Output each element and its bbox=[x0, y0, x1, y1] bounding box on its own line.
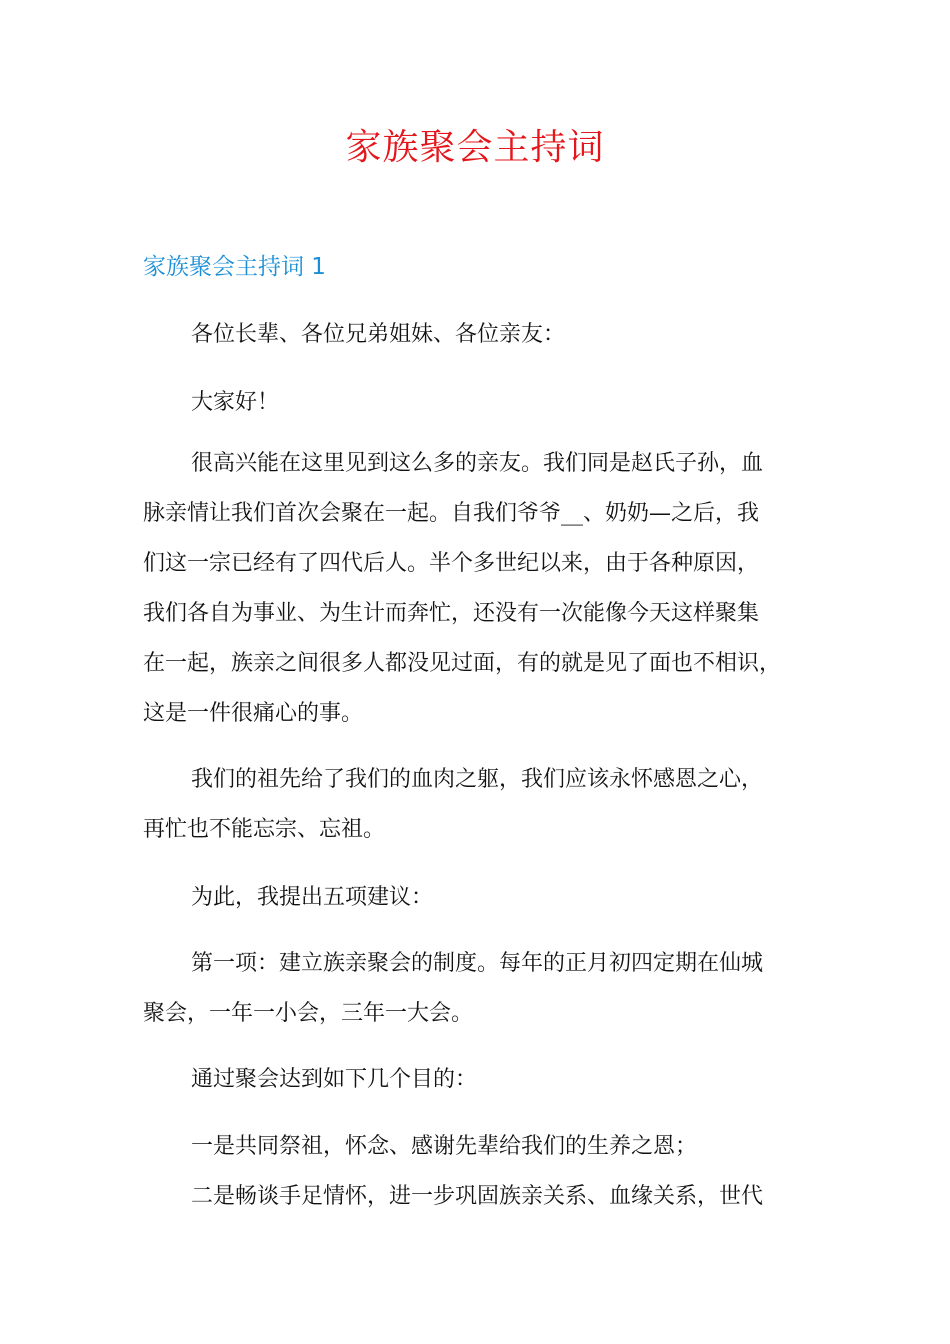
paragraph-purposes: 通过聚会达到如下几个目的： bbox=[191, 1067, 478, 1092]
paragraph-intro: 很高兴能在这里见到这么多的亲友。我们同是赵氏子孙，血 脉亲情让我们首次会聚在一起。自我们爷爷__、奶奶—之后，我 们这一宗已经有了四代后人。半个多世纪以来，由于各种原因， 我们各自为事业、为生计而奔忙，还没有一次能像今天这样聚集 在一起，族亲之间很多人都没见过面，有的就是见了面也不相识， 这是一件很痛心的事。 bbox=[143, 451, 782, 726]
paragraph-greeting: 各位长辈、各位兄弟姐妹、各位亲友： bbox=[191, 322, 566, 347]
paragraph-proposals: 为此，我提出五项建议： bbox=[191, 885, 434, 910]
section-heading: 家族聚会主持词 1 bbox=[143, 254, 326, 280]
paragraph-item-one: 第一项：建立族亲聚会的制度。每年的正月初四定期在仙城 聚会，一年一小会，三年一大会。 bbox=[143, 951, 764, 1026]
paragraph-ancestors: 我们的祖先给了我们的血肉之躯，我们应该永怀感恩之心， 再忙也不能忘宗、忘祖。 bbox=[143, 767, 764, 842]
document-title: 家族聚会主持词 bbox=[345, 127, 605, 168]
paragraph-purpose-one: 一是共同祭祖，怀念、感谢先辈给我们的生养之恩； bbox=[191, 1134, 698, 1159]
paragraph-hello: 大家好！ bbox=[191, 390, 280, 415]
paragraph-purpose-two: 二是畅谈手足情怀，进一步巩固族亲关系、血缘关系，世代 bbox=[191, 1184, 764, 1209]
